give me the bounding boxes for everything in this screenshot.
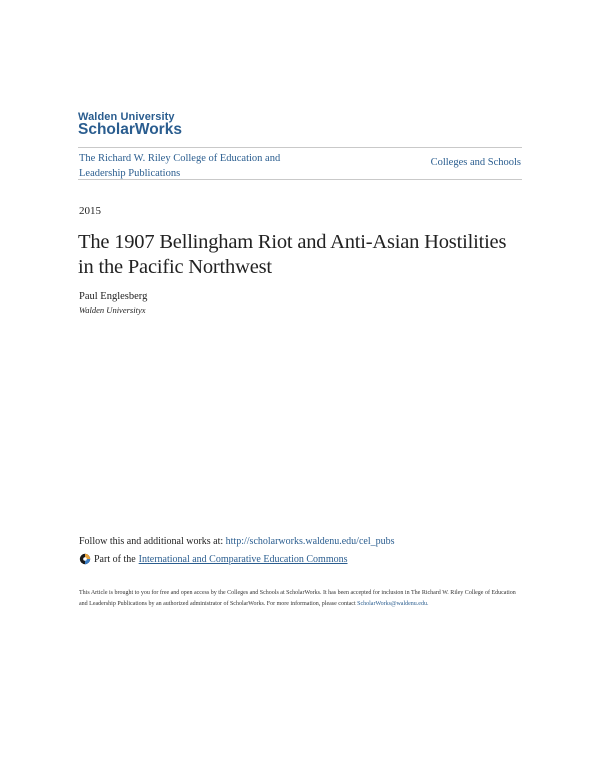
access-notice bbox=[79, 588, 519, 609]
header-divider-top bbox=[78, 147, 522, 148]
university-name: Walden University bbox=[78, 111, 175, 123]
part-of-line bbox=[79, 553, 348, 565]
follow-line bbox=[79, 536, 395, 547]
publication-year: 2015 bbox=[79, 205, 101, 217]
access-notice-text: This Article is brought to you for free and open access by the Colleges and Schools at ScholarWorks. It has been accepted for inclusion in The Richard W. Riley College of Education and Leadership Publications by an authorized administrator of ScholarWorks. For more information, please contact bbox=[79, 590, 516, 607]
part-of-label: Part of the bbox=[94, 553, 136, 565]
commons-link[interactable]: International and Comparative Education Commons bbox=[138, 553, 348, 565]
series-link[interactable]: The Richard W. Riley College of Education and Leadership Publications bbox=[79, 153, 281, 179]
follow-url-link[interactable]: http://scholarworks.waldenu.edu/cel_pubs bbox=[225, 536, 395, 547]
follow-label: Follow this and additional works at: bbox=[79, 536, 224, 547]
header-divider-bottom bbox=[78, 179, 522, 180]
contact-email-link[interactable]: ScholarWorks@waldenu.edu. bbox=[357, 600, 429, 607]
article-title: The 1907 Bellingham Riot and Anti-Asian Hostilities in the Pacific Northwest bbox=[78, 231, 507, 278]
author-affiliation: Walden Universityx bbox=[79, 305, 146, 315]
repository-name[interactable]: ScholarWorks bbox=[78, 121, 182, 138]
author-name: Paul Englesberg bbox=[79, 291, 148, 302]
bepress-network-icon bbox=[79, 553, 91, 565]
collection-link[interactable]: Colleges and Schools bbox=[430, 157, 521, 168]
